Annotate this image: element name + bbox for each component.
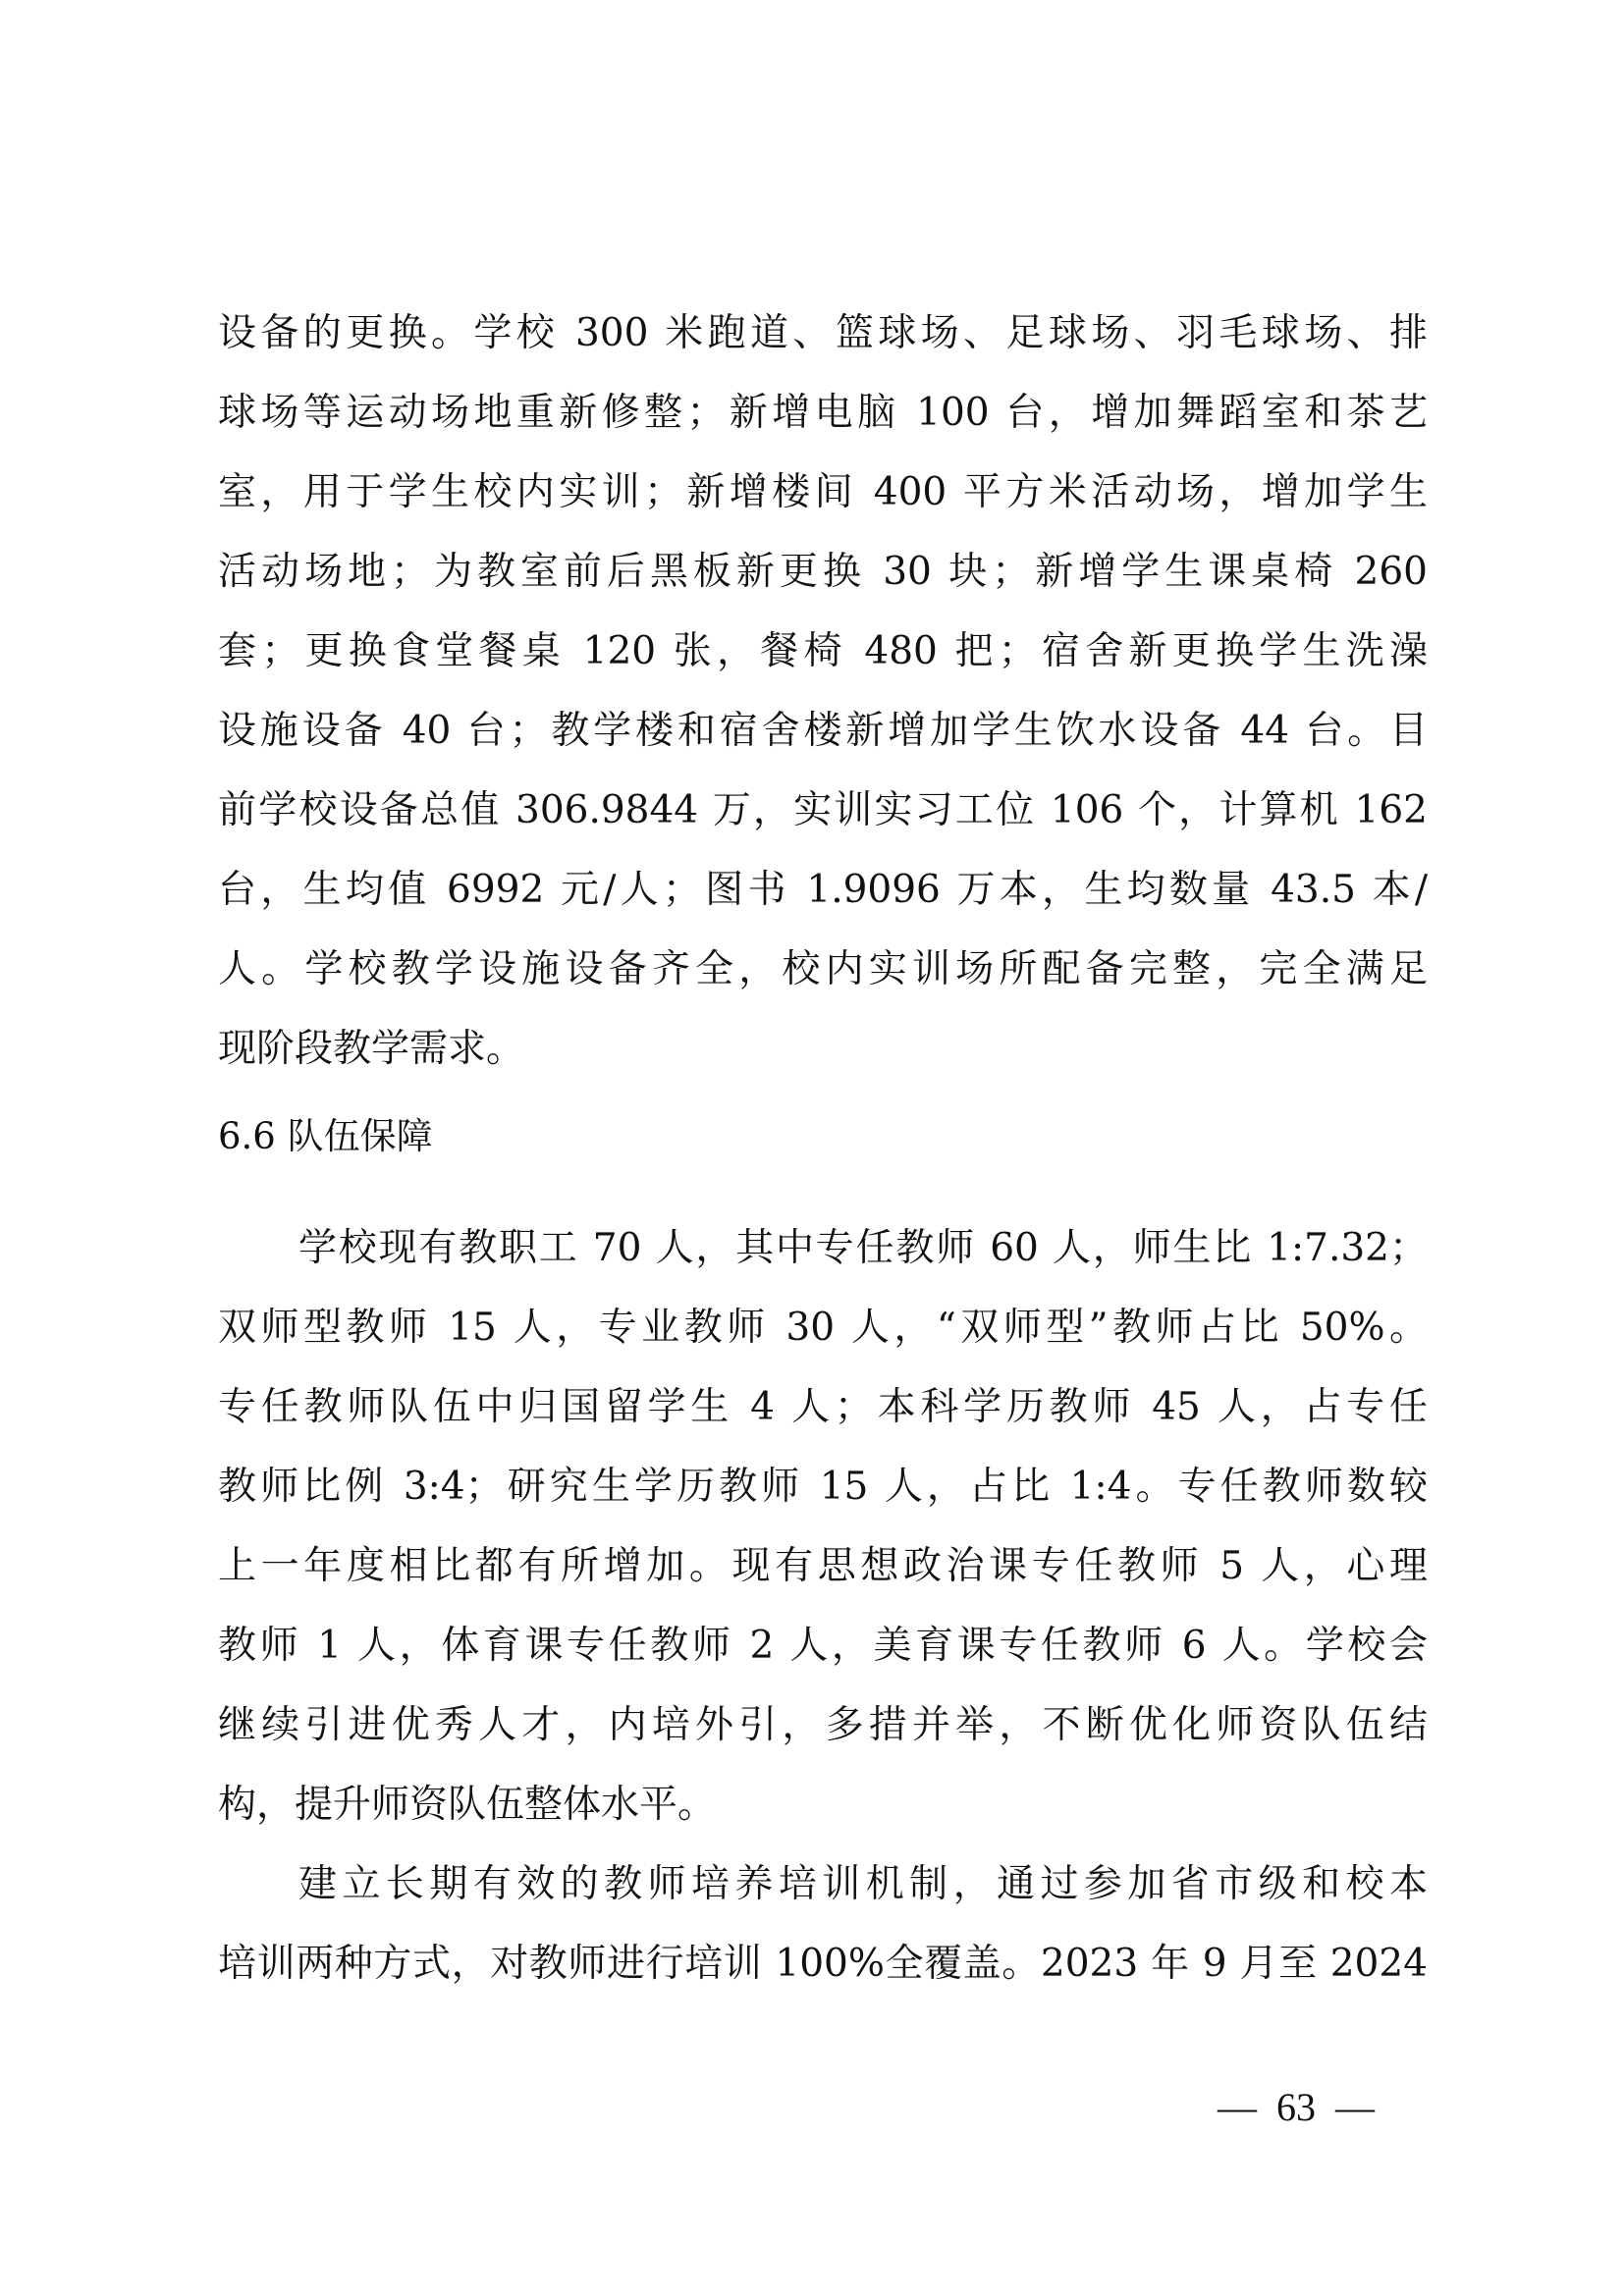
- text-line: 学校现有教职工 70 人，其中专任教师 60 人，师生比 1:7.32；: [298, 1226, 1428, 1270]
- text-line: 教师 1 人，体育课专任教师 2 人，美育课专任教师 6 人。学校会: [218, 1624, 1428, 1668]
- text-line: 继续引进优秀人才，内培外引，多措并举，不断优化师资队伍结: [218, 1703, 1428, 1747]
- text-line: 现阶段教学需求。: [218, 1027, 525, 1071]
- text-line: 室，用于学生校内实训；新增楼间 400 平方米活动场，增加学生: [218, 470, 1428, 514]
- text-line: 设施设备 40 台；教学楼和宿舍楼新增加学生饮水设备 44 台。目: [218, 709, 1428, 753]
- text-line: 台，生均值 6992 元/人；图书 1.9096 万本，生均数量 43.5 本/: [218, 868, 1428, 912]
- text-line: 教师比例 3:4；研究生学历教师 15 人，占比 1:4。专任教师数较: [218, 1465, 1428, 1509]
- text-line: 培训两种方式，对教师进行培训 100%全覆盖。2023 年 9 月至 2024: [218, 1942, 1428, 1986]
- text-line: 专任教师队伍中归国留学生 4 人；本科学历教师 45 人，占专任: [218, 1385, 1428, 1429]
- text-line: 双师型教师 15 人，专业教师 30 人，“双师型”教师占比 50%。: [218, 1306, 1428, 1350]
- section-heading: 6.6 队伍保障: [218, 1115, 433, 1157]
- text-line: 前学校设备总值 306.9844 万，实训实习工位 106 个，计算机 162: [218, 788, 1428, 832]
- text-line: 人。学校教学设施设备齐全，校内实训场所配备完整，完全满足: [218, 947, 1428, 991]
- text-line: 构，提升师资队伍整体水平。: [218, 1783, 717, 1827]
- text-line: 球场等运动场地重新修整；新增电脑 100 台，增加舞蹈室和茶艺: [218, 391, 1428, 435]
- text-line: 设备的更换。学校 300 米跑道、篮球场、足球场、羽毛球场、排: [218, 311, 1428, 355]
- page-number: — 63 —: [1218, 2085, 1375, 2129]
- text-line: 活动场地；为教室前后黑板新更换 30 块；新增学生课桌椅 260: [218, 550, 1428, 594]
- text-line: 建立长期有效的教师培养培训机制，通过参加省市级和校本: [298, 1862, 1428, 1906]
- text-line: 套；更换食堂餐桌 120 张，餐椅 480 把；宿舍新更换学生洗澡: [218, 629, 1428, 673]
- text-line: 上一年度相比都有所增加。现有思想政治课专任教师 5 人，心理: [218, 1544, 1428, 1588]
